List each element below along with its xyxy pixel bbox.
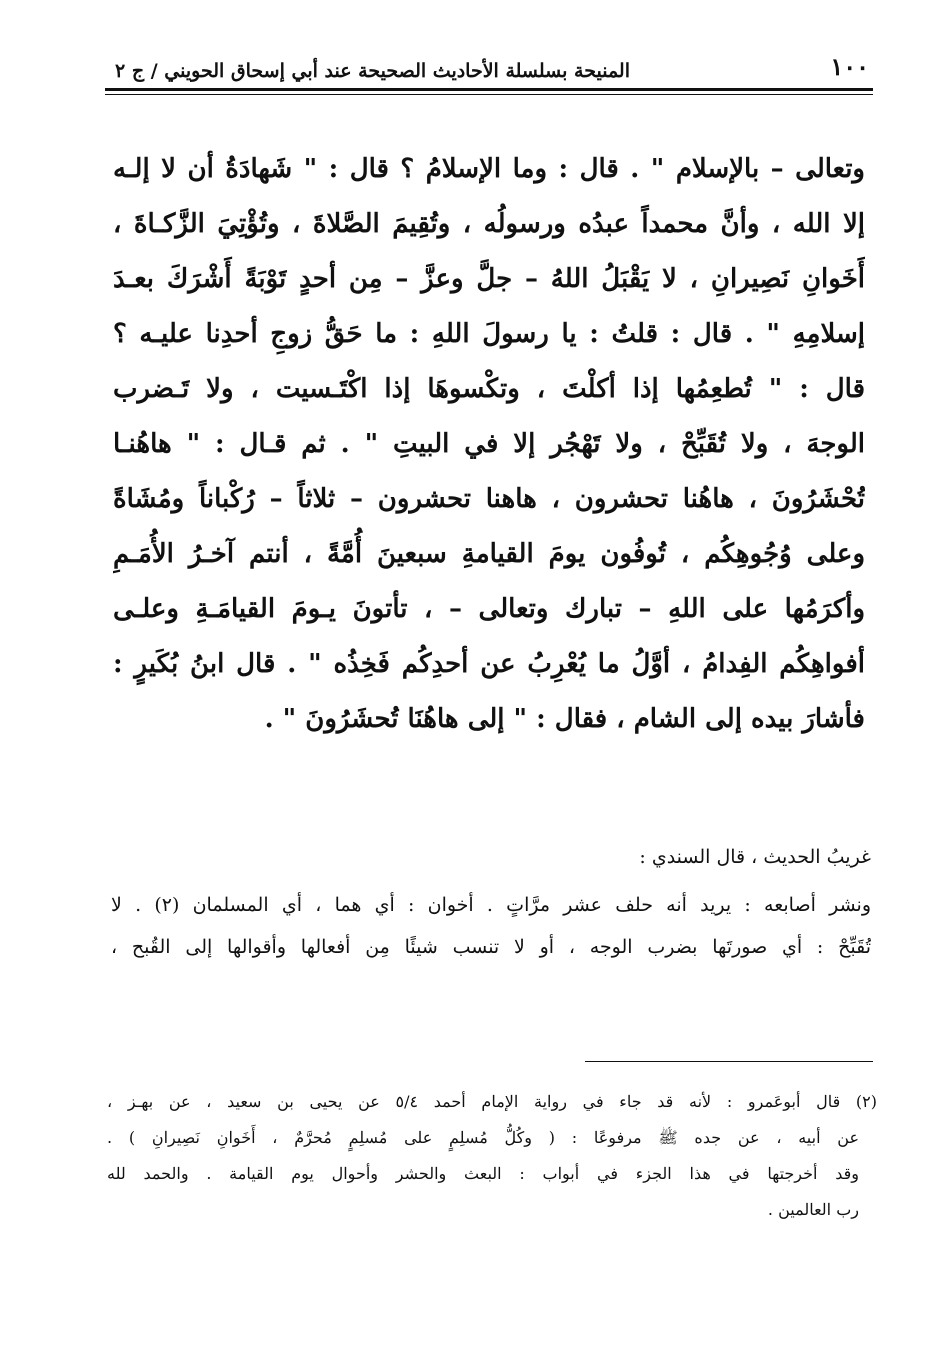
footnotes	[107, 1084, 877, 1228]
hadith-line: تُحْشَرُونَ ، هاهُنا تحشرون ، هاهنا تحشرون – ثلاثاً – رُكْباناً ومُشَاةً	[113, 484, 865, 514]
footnote-line: عن أبيه ، عن جده ﷺ مرفوعًا : ( وكُلُّ مُسلِمٍ على مُسلِمٍ مُحرَّمٌ ، أَخَوانِ نَصِيرانِ ) .	[107, 1128, 859, 1147]
commentary	[111, 834, 871, 968]
commentary-intro: غريبُ الحديث ، قال السندي :	[639, 846, 871, 868]
hadith-line: إسلامِهِ " . قال : قلتُ : يا رسولَ اللهِ : ما حَقُّ زوجِ أحدِنا عليـه ؟	[113, 319, 865, 349]
hadith-line: أفواهِكُم الفِدامُ ، أوَّلُ ما يُعْرِبُ عن أحدِكُم فَخِذُه " . قال ابنُ بُكَيرٍ :	[113, 649, 865, 679]
header-rule-thick	[105, 88, 873, 91]
hadith-line: الوجهَ ، ولا تُقَبِّحْ ، ولا تَهْجُر إلا في البيتِ " . ثم قـال : " هاهُنـا	[113, 429, 865, 459]
hadith-line: إلا الله ، وأنَّ محمداً عبدُه ورسولُه ، وتُقِيمَ الصَّلاةَ ، وتُؤْتِيَ الزَّكـاةَ ،	[113, 209, 865, 239]
commentary-line: ونشر أصابعه : يريد أنه حلف عشر مرَّاتٍ . أخوان : أي هما ، أي المسلمان (٢) . لا	[111, 894, 871, 916]
footnote-line: رب العالمين .	[767, 1200, 859, 1219]
hadith-line: فأشارَ بيده إلى الشام ، فقال : " إلى هاهُنَا تُحشَرُونَ " .	[264, 704, 865, 734]
hadith-line: وعلى وُجُوهِكُم ، تُوفُون يومَ القيامةِ سبعينَ أُمَّةً ، أنتم آخـرُ الأُمَـمِ	[113, 539, 865, 569]
hadith-line: وتعالى – بالإسلام " . قال : وما الإسلامُ ؟ قال : " شَهادَةُ أن لا إلـه	[113, 154, 865, 184]
hadith-line: أَخَوانِ نَصِيرانِ ، لا يَقْبَلُ اللهُ – جلَّ وعزَّ – مِن أحدٍ تَوْبَةً أَشْرَكَ بعـدَ	[113, 264, 865, 294]
page-header	[105, 52, 873, 96]
header-rule-thin	[105, 94, 873, 95]
footnote-separator	[585, 1061, 873, 1062]
hadith-line: وأكرَمُها على اللهِ – تبارك وتعالى – ، تأتونَ يـومَ القيامَـةِ وعلـى	[113, 594, 865, 624]
footnote-line: وقد أخرجتها في هذا الجزء في أبواب : البعث والحشر وأحوال يوم القيامة . والحمد لله	[107, 1164, 859, 1183]
hadith-text	[113, 142, 865, 747]
page-number: ١٠٠	[830, 52, 869, 81]
hadith-line: قال : " تُطعِمُها إذا أكلْتَ ، وتكْسوهَا إذا اكْتَـسيت ، ولا تَـضرب	[113, 374, 865, 404]
commentary-line: تُقَبِّحْ : أي صورتَها بضرب الوجه ، أو لا تنسب شيئًا مِن أفعالها وأقوالها إلى القُبح ،	[111, 936, 871, 958]
footnote-line: (٢) قال أبوعَمرو : لأنه قد جاء في رواية الإمام أحمد ٥/٤ عن يحيى بن سعيد ، عن بهـز ،	[107, 1092, 877, 1111]
running-title: المنيحة بسلسلة الأحاديث الصحيحة عند أبي إسحاق الحويني / ج ٢	[115, 60, 630, 82]
